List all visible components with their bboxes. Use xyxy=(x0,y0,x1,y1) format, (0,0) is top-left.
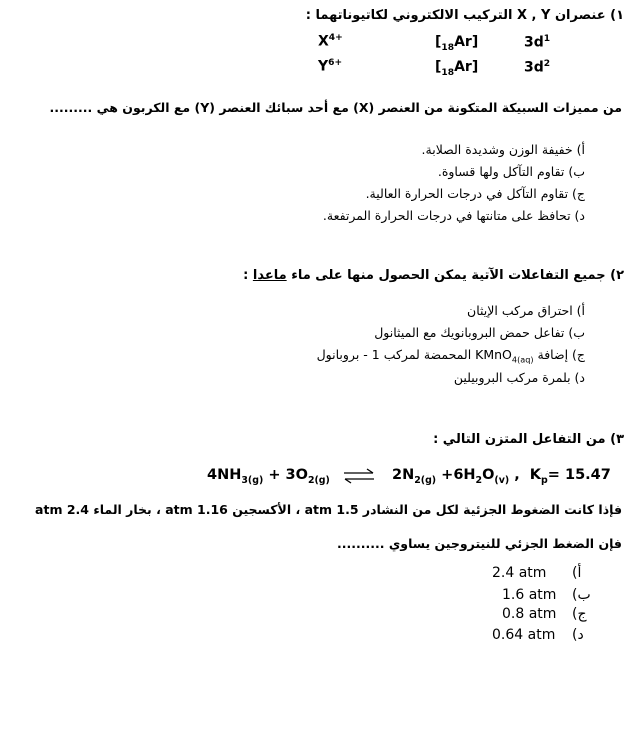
q2-option-d[interactable]: د) بلمرة مركب البروبيلين xyxy=(453,370,585,385)
q2-title: ٢) جميع التفاعلات الآتية يمكن الحصول منها على ماء ماعدا : xyxy=(243,268,624,283)
q2-option-b[interactable]: ب) تفاعل حمض البروبانويك مع الميثانول xyxy=(374,325,585,340)
q3-title: ٣) من التفاعل المتزن التالي : xyxy=(433,432,624,447)
ion-x-core: $[_{18}Ar]$ xyxy=(435,34,479,53)
exam-page: ١) عنصران X , Y التركيب الالكتروني لكاتيوناتهما : $X^{4+}$ $[_{18}Ar]$ $3d^1$ $Y^{6+}$ $[_{18}Ar]$ $3d^2$ من مميزات السبيكة المتكونة من العنصر (X) مع أحد سبائك العنصر (Y) مع الكربون هي ......... أ) خفيفة الوزن وشديدة الصلابة. ب) تقاوم التآكل ولها قساوة. ج) تقاوم التآكل في درجات الحرارة العالية. د) تحافظ على متانتها في درجات الحرارة المرتفعة. ٢) جميع التفاعلات الآتية يمكن الحصول منها على ماء ماعدا : أ) احتراق مركب الإيثان ب) تفاعل حمض البروبانويك مع الميثانول ج) إضافة KMnO$_{4(aq)}$ المحمضة لمركب 1 - بروبانول د) بلمرة مركب البروبيلين ٣) من التفاعل المتزن التالي : $4NH_{3(g)} + 3O_{2(g)}$ $2N_{2(g)} +6H_2O_{(v)}$ , $K_p= 15.47$ فإذا كانت الضغوط الجزئية لكل من النشادر 1.5 atm ، الأكسجين 1.16 atm ، بخار الماء 2.4 atm فإن الضغط الجزئي للنيتروجين يساوي .......... 2.4 atm أ) 1.6 atm ب) 0.8 atm ج) 0.64 atm د) xyxy=(35,8,624,643)
q1-title: ١) عنصران X , Y التركيب الالكتروني لكاتيوناتهما : xyxy=(305,8,624,23)
equation-products: $2N_{2(g)} +6H_2O_{(v)}$ , $K_p= 15.47$ xyxy=(392,467,611,486)
q2-option-a[interactable]: أ) احتراق مركب الإيثان xyxy=(467,303,585,318)
ion-y-core: $[_{18}Ar]$ xyxy=(435,59,479,78)
q3-given: فإذا كانت الضغوط الجزئية لكل من النشادر 1.5 atm ، الأكسجين 1.16 atm ، بخار الماء 2.4 atm xyxy=(35,502,622,517)
q1-option-a[interactable]: أ) خفيفة الوزن وشديدة الصلابة. xyxy=(421,142,585,157)
ion-y-config: $3d^2$ xyxy=(524,59,551,76)
equilibrium-arrows-icon xyxy=(342,468,376,484)
q2-option-c[interactable]: ج) إضافة KMnO$_{4(aq)}$ المحمضة لمركب 1 - بروبانول xyxy=(316,347,585,365)
q1-question: من مميزات السبيكة المتكونة من العنصر (X) مع أحد سبائك العنصر (Y) مع الكربون هي ......... xyxy=(49,100,622,115)
q1-option-c[interactable]: ج) تقاوم التآكل في درجات الحرارة العالية. xyxy=(365,186,585,201)
ion-x-symbol: $X^{4+}$ xyxy=(318,33,343,50)
ion-y-symbol: $Y^{6+}$ xyxy=(318,58,343,75)
equation-reactants: $4NH_{3(g)} + 3O_{2(g)}$ xyxy=(207,467,330,486)
kmno4-formula: KMnO$_{4(aq)}$ xyxy=(475,347,534,365)
q1-option-b[interactable]: ب) تقاوم التآكل ولها قساوة. xyxy=(437,164,585,179)
q3-question: فإن الضغط الجزئي للنيتروجين يساوي .......... xyxy=(337,536,622,551)
ion-x-config: $3d^1$ xyxy=(524,34,551,51)
q1-option-d[interactable]: د) تحافظ على متانتها في درجات الحرارة المرتفعة. xyxy=(322,208,585,223)
except-word: ماعدا xyxy=(252,268,287,283)
